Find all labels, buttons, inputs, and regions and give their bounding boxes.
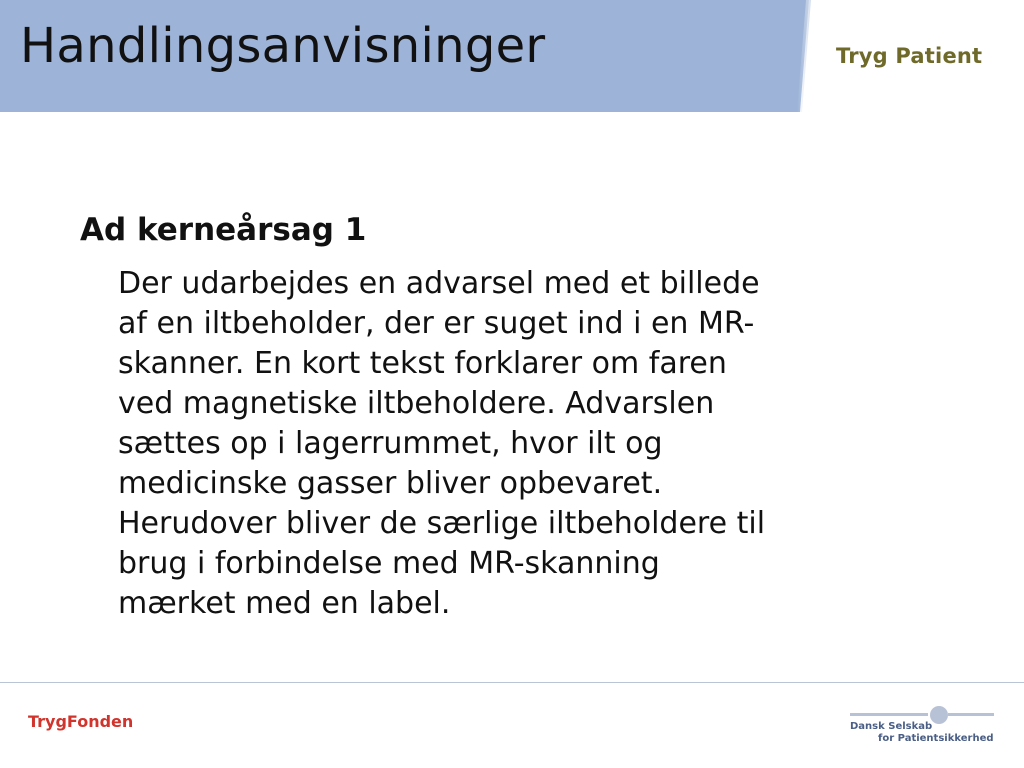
body-line: ved magnetiske iltbeholdere. Advarslen (118, 386, 715, 421)
body-line: Herudover bliver de særlige iltbeholdere til (118, 506, 766, 541)
tryg-patient-logo: Tryg Patient (836, 44, 983, 68)
dansk-selskab-line2: for Patientsikkerhed (878, 733, 994, 744)
slide-title: Handlingsanvisninger (20, 18, 546, 74)
content-heading: Ad kerneårsag 1 (80, 212, 367, 248)
body-line: mærket med en label. (118, 586, 451, 621)
footer-divider (0, 682, 1024, 683)
body-paragraph (118, 264, 918, 624)
dansk-selskab-logo (848, 704, 998, 748)
body-line: sættes op i lagerrummet, hvor ilt og (118, 426, 663, 461)
body-line: Der udarbejdes en advarsel med et billede (118, 266, 760, 301)
trygfonden-logo: TrygFonden (28, 712, 134, 731)
slide-content (80, 206, 940, 624)
dansk-selskab-line1: Dansk Selskab (850, 721, 933, 732)
body-line: af en iltbeholder, der er suget ind i en MR- (118, 306, 755, 341)
body-line: brug i forbindelse med MR-skanning (118, 546, 660, 581)
body-line: skanner. En kort tekst forklarer om faren (118, 346, 727, 381)
body-line: medicinske gasser bliver opbevaret. (118, 466, 663, 501)
